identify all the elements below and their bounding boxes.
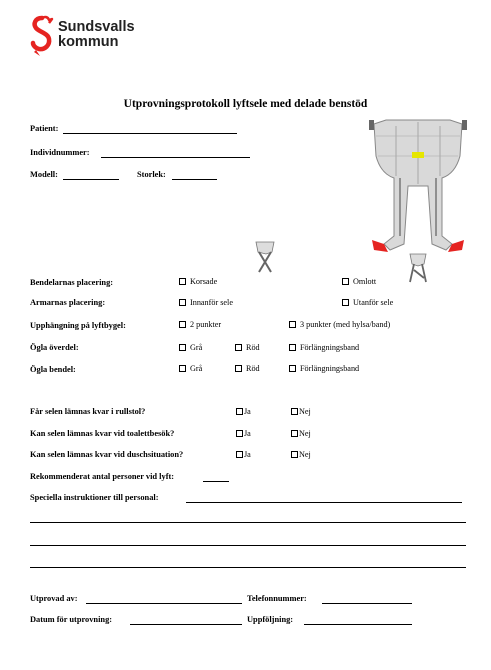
checkbox[interactable]	[291, 451, 298, 458]
q3-option-nej[interactable]: Nej	[291, 450, 311, 459]
checkbox[interactable]	[179, 278, 186, 285]
checkbox[interactable]	[235, 365, 242, 372]
logo-text-line2: kommun	[58, 34, 119, 50]
bendel-option-forlangningsband[interactable]: Förlängningsband	[289, 364, 359, 373]
instruktioner-line-3[interactable]	[30, 545, 466, 546]
rekommenderat-label: Rekommenderat antal personer vid lyft:	[30, 472, 175, 481]
ogla-bendel-label: Ögla bendel:	[30, 365, 76, 374]
ogla-overdel-label: Ögla överdel:	[30, 343, 79, 352]
question-toalettbesok: Kan selen lämnas kvar vid toalettbesök?	[30, 429, 175, 438]
patient-label: Patient:	[30, 124, 59, 133]
checkbox[interactable]	[289, 344, 296, 351]
checkbox[interactable]	[236, 451, 243, 458]
checkbox[interactable]	[179, 344, 186, 351]
overlapping-legs-icon	[406, 252, 430, 286]
patient-field[interactable]	[63, 133, 237, 134]
option-utanfor-sele[interactable]: Utanför sele	[342, 298, 393, 307]
q3-option-ja[interactable]: Ja	[236, 450, 251, 459]
checkbox[interactable]	[179, 365, 186, 372]
checkbox[interactable]	[236, 430, 243, 437]
checkbox[interactable]	[236, 408, 243, 415]
page-title: Utprovningsprotokoll lyftsele med delade benstöd	[123, 98, 368, 110]
question-rullstol: Får selen lämnas kvar i rullstol?	[30, 407, 146, 416]
dragon-s-logo-icon	[30, 14, 54, 58]
upphangning-label: Upphängning på lyftbygel:	[30, 321, 126, 330]
checkbox[interactable]	[291, 408, 298, 415]
checkbox[interactable]	[179, 321, 186, 328]
option-innanfor-sele[interactable]: Innanför sele	[179, 298, 233, 307]
option-omlott[interactable]: Omlott	[342, 277, 376, 286]
instruktioner-line-2[interactable]	[30, 522, 466, 523]
checkbox[interactable]	[291, 430, 298, 437]
crossed-legs-icon	[252, 240, 278, 274]
datum-for-utprovning-field[interactable]	[130, 624, 242, 625]
datum-for-utprovning-label: Datum för utprovning:	[30, 615, 113, 624]
q1-option-ja[interactable]: Ja	[236, 407, 251, 416]
uppfoljning-label: Uppföljning:	[247, 615, 294, 624]
individnummer-label: Individnummer:	[30, 148, 90, 157]
bendel-option-rod[interactable]: Röd	[235, 364, 260, 373]
armarna-label: Armarnas placering:	[30, 298, 106, 307]
modell-field[interactable]	[63, 179, 119, 180]
speciella-instruktioner-field[interactable]	[186, 502, 462, 503]
utprovad-av-field[interactable]	[86, 603, 242, 604]
storlek-label: Storlek:	[137, 170, 166, 179]
checkbox[interactable]	[342, 299, 349, 306]
q1-option-nej[interactable]: Nej	[291, 407, 311, 416]
bendel-option-gra[interactable]: Grå	[179, 364, 202, 373]
storlek-field[interactable]	[172, 179, 217, 180]
q2-option-ja[interactable]: Ja	[236, 429, 251, 438]
utprovad-av-label: Utprovad av:	[30, 594, 78, 603]
option-3-punkter[interactable]: 3 punkter (med hylsa/band)	[289, 320, 390, 329]
question-duschsituation: Kan selen lämnas kvar vid duschsituation?	[30, 450, 184, 459]
checkbox[interactable]	[289, 321, 296, 328]
overdel-option-forlangningsband[interactable]: Förlängningsband	[289, 343, 359, 352]
rekommenderat-field[interactable]	[203, 481, 229, 482]
overdel-option-rod[interactable]: Röd	[235, 343, 260, 352]
option-2-punkter[interactable]: 2 punkter	[179, 320, 221, 329]
checkbox[interactable]	[289, 365, 296, 372]
modell-label: Modell:	[30, 170, 58, 179]
checkbox[interactable]	[235, 344, 242, 351]
checkbox[interactable]	[179, 299, 186, 306]
overdel-option-gra[interactable]: Grå	[179, 343, 202, 352]
q2-option-nej[interactable]: Nej	[291, 429, 311, 438]
instruktioner-line-4[interactable]	[30, 567, 466, 568]
bendelarna-label: Bendelarnas placering:	[30, 278, 114, 287]
checkbox[interactable]	[342, 278, 349, 285]
speciella-instruktioner-label: Speciella instruktioner till personal:	[30, 493, 159, 502]
telefonnummer-label: Telefonnummer:	[247, 594, 307, 603]
sling-illustration	[366, 116, 470, 254]
individnummer-field[interactable]	[101, 157, 250, 158]
logo-text-line1: Sundsvalls	[58, 19, 135, 35]
option-korsade[interactable]: Korsade	[179, 277, 217, 286]
uppfoljning-field[interactable]	[304, 624, 412, 625]
telefonnummer-field[interactable]	[322, 603, 412, 604]
